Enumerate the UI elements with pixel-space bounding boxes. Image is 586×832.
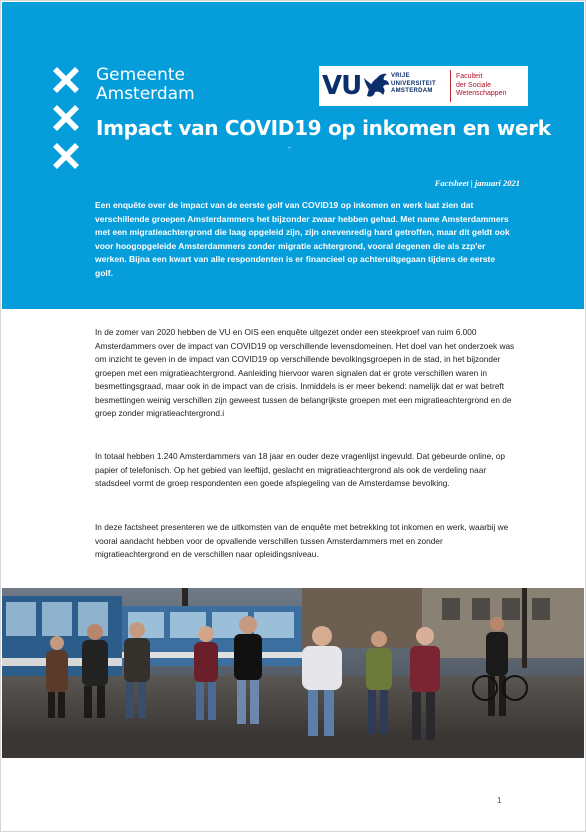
street-photo xyxy=(2,588,584,758)
municipality-name xyxy=(96,66,195,104)
title-mark: - xyxy=(288,143,291,152)
factsheet-date: Factsheet | januari 2021 xyxy=(434,178,520,188)
body-paragraph-1: In de zomer van 2020 hebben de VU en OIS een enquête uitgezet onder een steekproef van ruim 6.000 Amsterdammers over de impact van COVID19 op verschillende levensdomeinen. Het doel van het onderzoek was om inzicht te geven in de impact van COVID19 op verschillende bevolkingsgroepen in de stad, in het bijzonder groepen met een migratieachtergrond. Aanleiding hiervoor waren signalen dat er grote verschillen waren in besmettingsgraad, maar ook in de impact van de crisis. Inmiddels is er meer bekend: namelijk dat er wat betreft besmettingen weinig verschillen zijn geweest tussen de belangrijkste groepen met een migratieachtergrond en de groep zonder migratieachtergrond.i xyxy=(95,327,515,418)
faculty-line1: Faculteit xyxy=(456,73,483,80)
vu-letters: VU xyxy=(322,71,362,101)
cross-icon xyxy=(50,102,82,134)
cross-icon xyxy=(50,64,82,96)
faculty-name xyxy=(456,73,506,99)
amsterdam-crosses-logo xyxy=(50,64,82,178)
street-scene-image xyxy=(2,588,584,758)
cross-icon xyxy=(50,140,82,172)
document-title: Impact van COVID19 op inkomen en werk xyxy=(96,116,551,140)
university-line3: AMSTERDAM xyxy=(391,88,433,94)
page-number: 1 xyxy=(497,796,502,805)
faculty-line2: der Sociale xyxy=(456,81,492,89)
municipality-line1: Gemeente xyxy=(96,65,186,85)
university-name xyxy=(391,73,436,96)
university-line2: UNIVERSITEIT xyxy=(391,80,436,87)
university-line1: VRIJE xyxy=(391,73,410,79)
intro-summary: Een enquête over de impact van de eerste golf van COVID19 op inkomen en werk laat zien dat verschillende groepen Amsterdammers het bijzonder zwaar hebben gehad. Met name Amsterdammers met een migratieachtergrond die laag opgeleid zijn, zijn onevenredig hard getroffen, maar dit geldt ook voor hoogopgeleide Amsterdammers zonder migratie achtergrond, vooral degenen die als zzp'er werken. Bijna een kwart van alle respondenten is er financieel op achteruitgegaan tijdens de eerste golf. xyxy=(95,200,510,278)
griffin-icon xyxy=(363,70,391,102)
municipality-line2: Amsterdam xyxy=(96,84,195,104)
faculty-line3: Wetenschappen xyxy=(456,90,507,97)
body-paragraph-2: In totaal hebben 1.240 Amsterdammers van 18 jaar en ouder deze vragenlijst ingevuld. Dat gebeurde online, op papier of telefonisch. Op het gebied van leeftijd, geslacht en migratieachtergrond als ook de verdeling naar stadsdeel vormt de groep respondenten een goede afspiegeling van de Amsterdamse bevolking. xyxy=(95,451,506,488)
body-paragraph-3: In deze factsheet presenteren we de uitkomsten van de enquête met betrekking tot inkomen en werk, waarbij we vooral aandacht hebben voor de opvallende verschillen tussen Amsterdammers met en zonder migratieachtergrond en de verschillen naar opleidingsniveau. xyxy=(95,522,509,559)
logo-divider xyxy=(450,70,451,102)
vu-logo xyxy=(319,66,528,106)
